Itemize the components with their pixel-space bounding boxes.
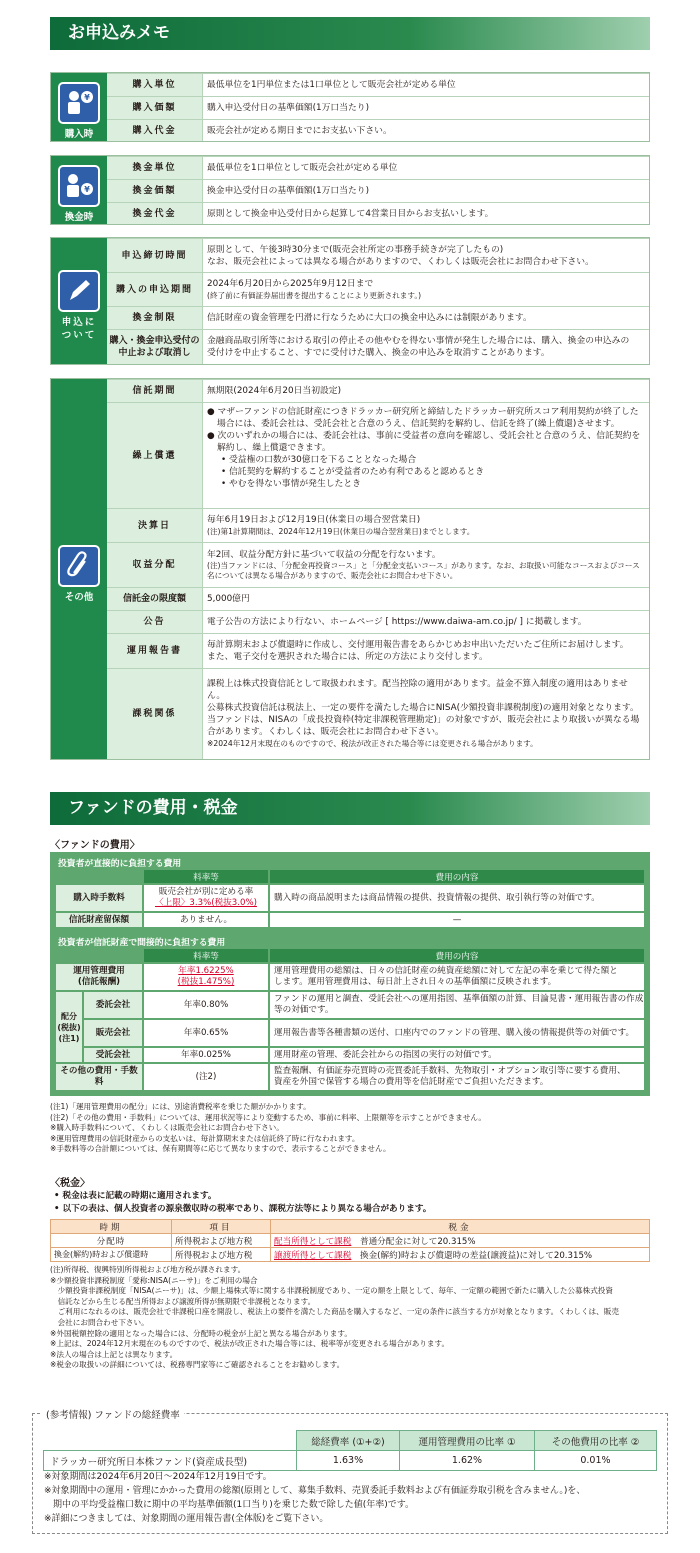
row-key: 換金代金	[107, 203, 203, 224]
fee-desc: 購入時の商品説明または商品情報の提供、投資情報の提供、取引執行等の対価です。	[270, 885, 644, 911]
fee-header-row	[56, 870, 644, 883]
row-value: 5,000億円	[207, 594, 250, 604]
row-key: 購入代金	[107, 120, 203, 141]
note: 会社にお問合わせ下さい。	[50, 1317, 149, 1327]
fee-key: 信託財産留保額	[56, 913, 142, 927]
memo-row	[107, 272, 649, 306]
ref-other: 0.01%	[534, 1451, 656, 1471]
fee-desc: 運用管理費用の総額は、日々の信託財産の純資産総額に対して左記の率を乗じて得た額と	[274, 966, 618, 976]
memo-title: お申込みメモ	[50, 17, 650, 50]
fee-key: (信託報酬)	[77, 977, 121, 987]
row-value: ● 次のいずれかの場合には、委託会社は、事前に受益者の意向を確認し、受託会社と合意のうえ、信託契約を解約し、繰上償還できます。	[207, 431, 641, 453]
alloc-rate: 年率0.025%	[144, 1048, 268, 1062]
ref-fund-name: ドラッカー研究所日本株ファンド(資産成長型)	[44, 1451, 297, 1471]
tax-subtitle: 〈税金〉	[50, 1178, 90, 1189]
note: (注2)「その他の費用・手数料」については、運用状況等により変動するため、事前に料率、上限額等を示すことができません。	[50, 1112, 486, 1122]
redeem-block	[50, 155, 650, 225]
memo-row	[107, 542, 649, 587]
tax-row	[51, 1234, 650, 1248]
col-rate: 料率等	[144, 870, 268, 883]
direct-caption: 投資者が直接的に負担する費用	[58, 859, 182, 869]
row-key: 信託期間	[107, 380, 203, 402]
ref-mgmt: 1.62%	[400, 1451, 535, 1471]
fee-notes	[50, 1102, 660, 1155]
row-value: 原則として換金申込受付日から起算して4営業日目からお支払いします。	[207, 208, 494, 219]
memo-row	[107, 610, 649, 633]
ref-col-total: 総経費率 (①+②)	[297, 1431, 400, 1451]
col-content: 費用の内容	[270, 870, 644, 883]
tax-item: 所得税および地方税	[172, 1248, 271, 1262]
row-value: 最低単位を1円単位または1口単位として販売会社が定める単位	[207, 80, 456, 90]
tax-tag: 譲渡所得として課税	[274, 1250, 352, 1261]
tax-col-period: 時期	[51, 1220, 172, 1234]
tax-col-item: 項目	[172, 1220, 271, 1234]
fee-desc: —	[270, 913, 644, 927]
row-value: 無期限(2024年6月20日当初設定)	[207, 386, 342, 396]
memo-row	[107, 668, 649, 759]
alloc-key: 受託会社	[84, 1048, 142, 1062]
fee-row	[56, 885, 644, 911]
note: 信託などから生じる配当所得および譲渡所得が無期限で非課税となります。	[50, 1296, 316, 1306]
memo-row	[107, 508, 649, 542]
fee-rate: ありません。	[144, 913, 268, 927]
note: ※法人の場合は上記とは異なります。	[50, 1349, 178, 1359]
fee-row	[56, 1064, 644, 1090]
memo-row	[107, 329, 649, 364]
fee-row	[56, 1048, 644, 1062]
ref-col-mgmt: 運用管理費用の比率 ①	[400, 1431, 535, 1451]
row-value: ● マザーファンドの信託財産につきドラッカー研究所と締結したドラッカー研究所スコア利用契約が終了した場合には、委託会社は、受託会社と合意のうえ、信託契約を解約し、信託を終了(繰上償還)させます。	[207, 407, 639, 429]
row-value: 電子公告の方法により行ない、ホームページ [ https://www.daiwa-am.co.jp/ ] に掲載します。	[207, 617, 587, 627]
tax-tag: 配当所得として課税	[274, 1236, 352, 1247]
row-value: 購入申込受付日の基準価額(1万口当たり)	[207, 103, 370, 113]
row-key: 購入の申込期間	[107, 273, 203, 306]
row-value: (注)当ファンドには、「分配金再投資コース」と「分配金支払いコース」があります。なお、お取扱い可能なコースおよびコース名については異なる場合がありますので、販売会社にお問合わせ下さい。	[207, 561, 640, 580]
fee-desc: 資産を外国で保管する場合の費用等を信託財産でご負担いただきます。	[274, 1077, 549, 1087]
row-value: 受付けを中止すること、すでに受付けた購入、換金の申込みを取消すことがあります。	[207, 348, 550, 358]
tax-bullet: • 以下の表は、個人投資者の源泉徴収時の税率であり、課税方法等により異なる場合があります。	[54, 1204, 432, 1214]
alloc-key: 販売会社	[84, 1020, 142, 1046]
memo-row	[107, 402, 649, 508]
note: 少額投資非課税制度「NISA(ニーサ)」は、少額上場株式等に関する非課税制度であり、一定の額を上限として、毎年、一定額の範囲で新たに購入した公募株式投資	[50, 1286, 613, 1296]
memo-row	[107, 119, 649, 141]
col-rate: 料率等	[144, 949, 268, 962]
note: (注)所得税、復興特別所得税および地方税が課されます。	[50, 1265, 246, 1274]
memo-row	[107, 179, 649, 202]
tax-desc: 換金(解約)時および償還時の差益(譲渡益)に対して20.315%	[359, 1250, 593, 1261]
alloc-label: 配分(税抜)(注1)	[56, 992, 82, 1062]
svg-text:¥: ¥	[84, 93, 90, 102]
note: 期中の平均受益権口数に期中の平均基準価額(1口当り)を乗じた数で除した値(年率)です。	[44, 1500, 415, 1510]
fee-key: 運用管理費用	[73, 966, 125, 976]
note: (注1)「運用管理費用の配分」には、別途消費税率を乗じた額がかかります。	[50, 1102, 311, 1111]
memo-row	[107, 587, 649, 610]
redeem-side	[51, 156, 107, 224]
row-value: (注)第1計算期間は、2024年12月19日(休業日の場合翌営業日)までとします。	[207, 526, 475, 536]
ref-total: 1.63%	[297, 1451, 400, 1471]
svg-text:¥: ¥	[84, 185, 90, 194]
tax-bullets	[54, 1190, 664, 1216]
purchase-block	[50, 72, 650, 142]
memo-row	[107, 306, 649, 329]
pen-icon	[58, 270, 100, 312]
row-key: 購入価額	[107, 97, 203, 119]
row-value: 当ファンドは、NISAの「成長投資枠(特定非課税管理勘定)」の対象ですが、販売会社により取扱いが異なる場合があります。くわしくは、販売会社にお問合わせ下さい。	[207, 715, 640, 737]
application-block	[50, 237, 650, 365]
fee-header-row	[56, 949, 644, 962]
note: ※対象期間は2024年6月20日～2024年12月19日です。	[44, 1472, 272, 1482]
row-key: 購入単位	[107, 74, 203, 96]
row-value: 2024年6月20日から2025年9月12日まで	[207, 278, 374, 289]
tax-period: 換金(解約)時および償還時	[51, 1248, 172, 1262]
tax-col-tax: 税金	[271, 1220, 650, 1234]
fee-rate: (注2)	[144, 1064, 268, 1090]
row-value: • 信託契約を解約することが受益者のため有利であると認めるとき	[221, 467, 485, 477]
note: ※運用管理費用の信託財産からの支払いは、毎計算期末または信託終了時に行なわれます。	[50, 1133, 360, 1143]
memo-row	[107, 202, 649, 224]
other-block	[50, 378, 650, 760]
tax-notes	[50, 1265, 660, 1371]
tax-row	[51, 1248, 650, 1262]
other-side-label: その他	[64, 592, 94, 603]
row-value: • 受益権の口数が30億口を下ることとなった場合	[221, 455, 417, 465]
row-value: • やむを得ない事情が発生したとき	[221, 479, 361, 489]
row-key: 換金単位	[107, 157, 203, 179]
tax-table	[50, 1219, 650, 1262]
memo-row	[107, 379, 649, 402]
memo-row	[107, 633, 649, 668]
row-value: 販売会社が定める期日までにお支払い下さい。	[207, 125, 392, 136]
row-key: 課税関係	[107, 669, 203, 759]
ref-col-other: その他費用の比率 ②	[534, 1431, 656, 1451]
row-value: 毎年6月19日および12月19日(休業日の場合翌営業日)	[207, 514, 421, 525]
row-value: 公募株式投資信託は税法上、一定の要件を満たした場合にNISA(少額投資非課税制度)の適用対象となります。	[207, 703, 639, 713]
note: ※外国税額控除の適用となった場合には、分配時の税金が上記と異なる場合があります。	[50, 1328, 352, 1338]
application-side	[51, 238, 107, 364]
fees-title: ファンドの費用・税金	[50, 792, 650, 825]
row-value: なお、販売会社によっては異なる場合がありますので、くわしくは販売会社にお問合わせ下さい。	[207, 256, 594, 267]
fee-rate: 販売会社が別に定める率	[158, 887, 254, 897]
row-value: 課税上は株式投資信託として取扱われます。配当控除の適用があります。益金不算入制度の適用はありません。	[207, 679, 628, 701]
alloc-key: 委託会社	[84, 992, 142, 1018]
fee-rate-cap: 〈上限〉3.3%(税抜3.0%)	[155, 898, 257, 908]
clip-icon	[58, 545, 100, 587]
alloc-rate: 年率0.80%	[144, 992, 268, 1018]
fee-row	[56, 1020, 644, 1046]
note: ※少額投資非課税制度「愛称:NISA(ニーサ)」をご利用の場合	[50, 1275, 258, 1285]
fee-rate-ex-tax: (税抜1.475%)	[177, 977, 235, 987]
indirect-caption: 投資者が信託財産で間接的に負担する費用	[58, 938, 226, 948]
row-value: 原則として、午後3時30分まで(販売会社所定の事務手続きが完了したもの)	[207, 244, 504, 255]
reference-title: (参考情報) ファンドの総経費率	[42, 1407, 184, 1421]
row-key: 換金制限	[107, 307, 203, 329]
row-value: 信託財産の資金管理を円滑に行なうために大口の換金申込みには制限があります。	[207, 313, 532, 323]
purchase-side-label: 購入時	[64, 129, 94, 140]
row-value: 毎計算期末および償還時に作成し、交付運用報告書をあらかじめお申出いただいたご住所にお届けします。	[207, 640, 629, 650]
memo-row	[107, 156, 649, 179]
col-content: 費用の内容	[270, 949, 644, 962]
row-key: 信託金の限度額	[107, 588, 203, 610]
tax-item: 所得税および地方税	[172, 1234, 271, 1248]
note: ご利用になれるのは、販売会社で非課税口座を開設し、税法上の要件を満たした商品を購入するなど、一定の条件に該当する方が対象となります。くわしくは、販売	[50, 1307, 619, 1317]
note: ※上記は、2024年12月末現在のものですので、税法が改正された場合等には、税率等が変更される場合があります。	[50, 1339, 450, 1349]
other-side	[51, 379, 107, 759]
alloc-desc: 運用財産の管理、委託会社からの指図の実行の対価です。	[270, 1048, 644, 1062]
note: ※税金の取扱いの詳細については、税務専門家等にご確認されることをお勧めします。	[50, 1360, 345, 1370]
purchase-person-yen-icon	[58, 82, 100, 124]
note: ※詳細につきましては、対象期間の運用報告書(全体版)をご覧下さい。	[44, 1514, 329, 1524]
fee-desc: します。運用管理費用は、毎日計上され日々の基準価額に反映されます。	[274, 977, 557, 987]
alloc-desc: 運用報告書等各種書類の送付、口座内でのファンドの管理、購入後の情報提供等の対価です。	[270, 1020, 644, 1046]
fee-key: その他の費用・手数料	[56, 1064, 142, 1090]
tax-bullet: • 税金は表に記載の時期に適用されます。	[54, 1191, 217, 1201]
row-key: 決算日	[107, 509, 203, 542]
fee-row	[56, 913, 644, 927]
row-value: 換金申込受付日の基準価額(1万口当たり)	[207, 186, 370, 196]
row-key: 運用報告書	[107, 634, 203, 668]
row-key: 購入・換金申込受付の中止および取消し	[107, 330, 203, 364]
application-side-label: 申込について	[61, 317, 97, 341]
alloc-rate: 年率0.65%	[144, 1020, 268, 1046]
fees-subtitle: 〈ファンドの費用〉	[50, 840, 140, 851]
redeem-person-yen-icon	[58, 165, 100, 207]
row-key: 換金価額	[107, 180, 203, 202]
tax-desc: 普通分配金に対して20.315%	[359, 1236, 476, 1247]
memo-row	[107, 238, 649, 272]
alloc-desc: ファンドの運用と調査、受託会社への運用指図、基準価額の計算、目論見書・運用報告書の作成等の対価です。	[270, 992, 644, 1018]
note: ※購入時手数料について、くわしくは販売会社にお問合わせ下さい。	[50, 1123, 284, 1133]
note: ※対象期間中の運用・管理にかかった費用の総額(原則として、募集手数料、売買委託手数料および有価証券取引税を含みません。)を、	[44, 1486, 586, 1496]
row-value: 年2回、収益分配方針に基づいて収益の分配を行ないます。	[207, 550, 441, 560]
row-key: 繰上償還	[107, 403, 203, 508]
ref-blank-header	[44, 1431, 297, 1451]
memo-row	[107, 96, 649, 119]
row-value: また、電子交付を選択された場合には、所定の方法により交付します。	[207, 652, 488, 662]
row-value: 最低単位を1口単位として販売会社が定める単位	[207, 163, 398, 173]
memo-row	[107, 73, 649, 96]
fee-row	[56, 964, 644, 990]
fee-key: 購入時手数料	[56, 885, 142, 911]
row-key: 公告	[107, 611, 203, 633]
tax-period: 分配時	[51, 1234, 172, 1248]
reference-notes	[44, 1470, 664, 1526]
note: ※手数料等の合計額については、保有期間等に応じて異なりますので、表示することができません。	[50, 1144, 391, 1154]
fee-row	[56, 992, 644, 1018]
ref-row	[44, 1451, 657, 1471]
fee-table	[50, 852, 650, 1096]
redeem-side-label: 換金時	[64, 212, 94, 223]
row-value: (終了前に有価証券届出書を提出することにより更新されます。)	[207, 290, 422, 300]
row-value: 金融商品取引所等における取引の停止その他やむを得ない事情が発生した場合には、購入、換金の申込みの	[207, 336, 630, 346]
row-key: 申込締切時間	[107, 239, 203, 272]
fee-rate: 年率1.6225%	[178, 966, 234, 976]
reference-table	[43, 1430, 657, 1471]
row-value: ※2024年12月末現在のものですので、税法が改正された場合等には変更される場合があります。	[207, 739, 538, 748]
fee-desc: 監査報酬、有価証券売買時の売買委託手数料、先物取引・オプション取引等に要する費用、	[274, 1066, 626, 1076]
purchase-side	[51, 73, 107, 141]
row-key: 収益分配	[107, 543, 203, 587]
